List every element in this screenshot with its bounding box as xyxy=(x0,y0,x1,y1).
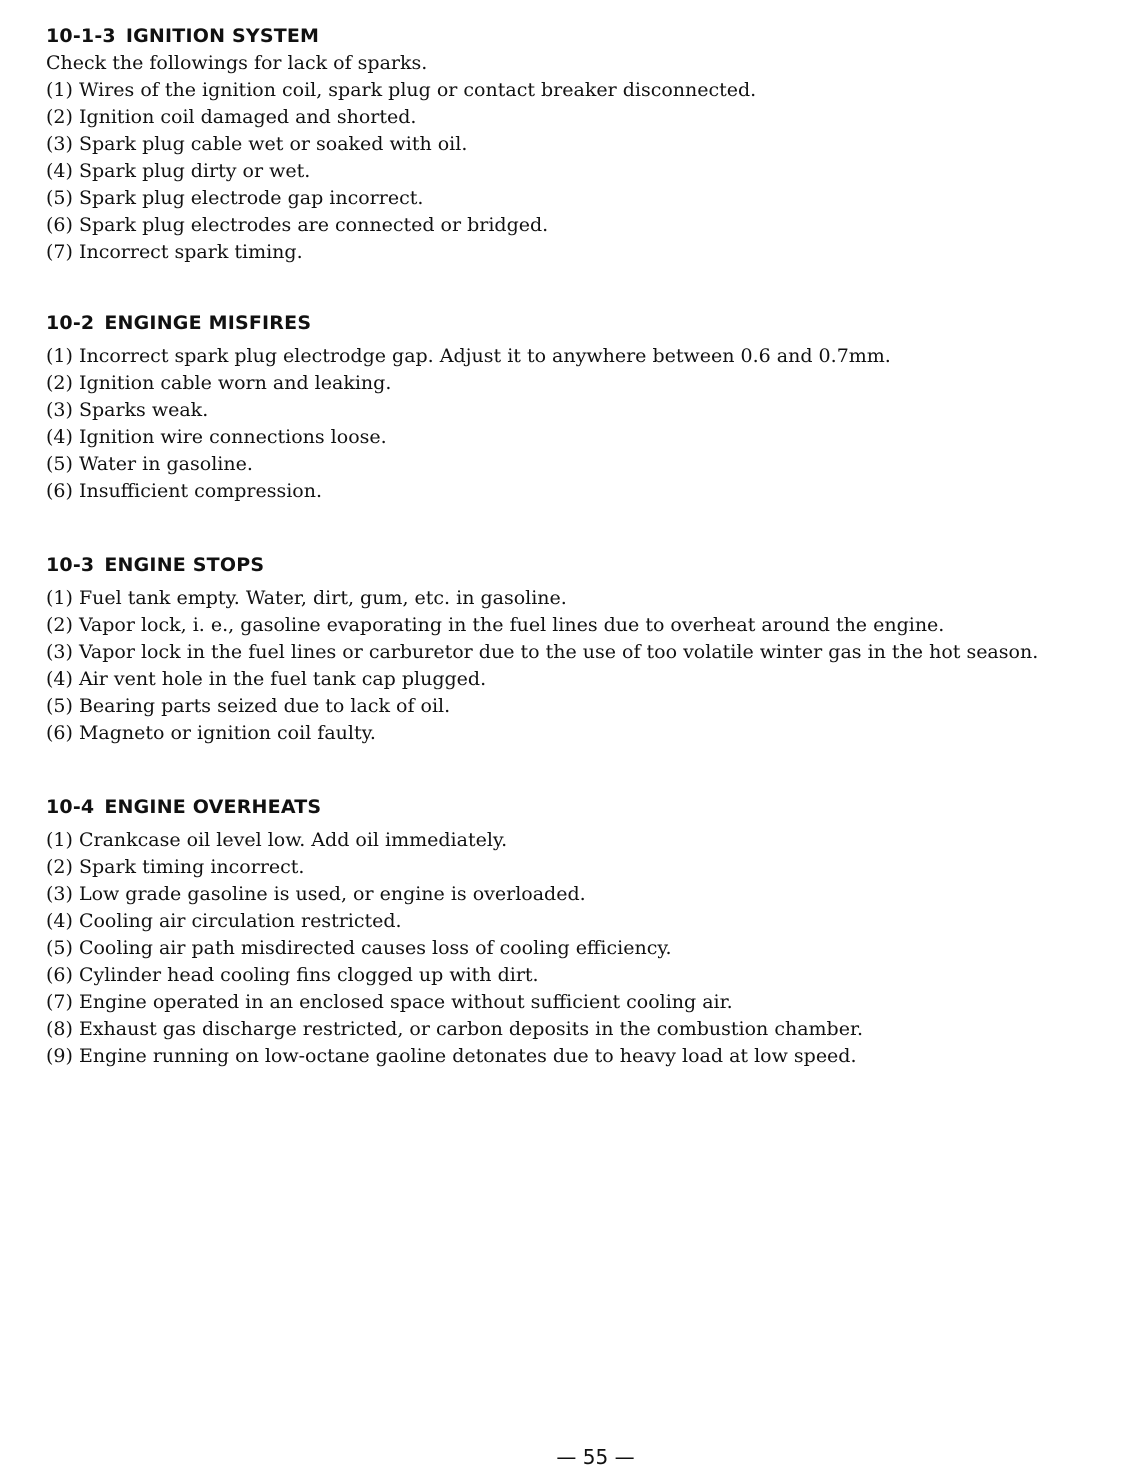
section-title: ENGINE STOPS xyxy=(104,554,265,576)
section-ignition-system xyxy=(46,24,1126,266)
list-item: (3) Spark plug cable wet or soaked with oil. xyxy=(46,133,468,155)
list-item: (5) Spark plug electrode gap incorrect. xyxy=(46,187,424,209)
section-engine-misfires xyxy=(46,311,1126,505)
list-item: (9) Engine running on low-octane gaoline detonates due to heavy load at low speed. xyxy=(46,1045,857,1067)
section-heading xyxy=(46,795,1126,819)
item-list xyxy=(46,77,1126,266)
page-number: — 55 — xyxy=(556,1445,635,1469)
list-item: (1) Incorrect spark plug electrodge gap. Adjust it to anywhere between 0.6 and 0.7mm. xyxy=(46,345,891,367)
list-item: (3) Vapor lock in the fuel lines or carburetor due to the use of too volatile winter gas in the hot season. xyxy=(46,641,1039,663)
item-list xyxy=(46,343,1126,505)
section-title: IGNITION SYSTEM xyxy=(125,25,320,47)
section-engine-stops xyxy=(46,553,1126,747)
list-item: (1) Fuel tank empty. Water, dirt, gum, etc. in gasoline. xyxy=(46,587,567,609)
list-item: (7) Incorrect spark timing. xyxy=(46,241,303,263)
item-list xyxy=(46,827,1126,1070)
section-number: 10-4 xyxy=(46,796,95,818)
section-number: 10-1-3 xyxy=(46,25,116,47)
list-item: (4) Spark plug dirty or wet. xyxy=(46,160,311,182)
list-item: (4) Ignition wire connections loose. xyxy=(46,426,387,448)
list-item: (5) Cooling air path misdirected causes loss of cooling efficiency. xyxy=(46,937,672,959)
section-number: 10-2 xyxy=(46,312,95,334)
section-heading xyxy=(46,553,1126,577)
list-item: (1) Crankcase oil level low. Add oil immediately. xyxy=(46,829,508,851)
section-title: ENGINE OVERHEATS xyxy=(104,796,322,818)
item-list xyxy=(46,585,1126,747)
list-item: (4) Cooling air circulation restricted. xyxy=(46,910,402,932)
list-item: (2) Vapor lock, i. e., gasoline evaporating in the fuel lines due to overheat around the engine. xyxy=(46,614,945,636)
section-heading xyxy=(46,24,1126,48)
list-item: (1) Wires of the ignition coil, spark plug or contact breaker disconnected. xyxy=(46,79,757,101)
section-heading xyxy=(46,311,1126,335)
list-item: (5) Water in gasoline. xyxy=(46,453,253,475)
list-item: (7) Engine operated in an enclosed space without sufficient cooling air. xyxy=(46,991,733,1013)
section-number: 10-3 xyxy=(46,554,95,576)
list-item: (2) Spark timing incorrect. xyxy=(46,856,305,878)
list-item: (2) Ignition cable worn and leaking. xyxy=(46,372,392,394)
list-item: (6) Spark plug electrodes are connected or bridged. xyxy=(46,214,549,236)
list-item: (4) Air vent hole in the fuel tank cap plugged. xyxy=(46,668,487,690)
section-title: ENGINGE MISFIRES xyxy=(104,312,312,334)
list-item: (3) Sparks weak. xyxy=(46,399,209,421)
list-item: (8) Exhaust gas discharge restricted, or carbon deposits in the combustion chamber. xyxy=(46,1018,863,1040)
list-item: (6) Insufficient compression. xyxy=(46,480,323,502)
list-item: (6) Magneto or ignition coil faulty. xyxy=(46,722,376,744)
list-item: (2) Ignition coil damaged and shorted. xyxy=(46,106,417,128)
list-item: (3) Low grade gasoline is used, or engine is overloaded. xyxy=(46,883,586,905)
section-engine-overheats xyxy=(46,795,1126,1070)
section-intro: Check the followings for lack of sparks. xyxy=(46,52,428,74)
list-item: (6) Cylinder head cooling fins clogged up with dirt. xyxy=(46,964,539,986)
list-item: (5) Bearing parts seized due to lack of oil. xyxy=(46,695,451,717)
